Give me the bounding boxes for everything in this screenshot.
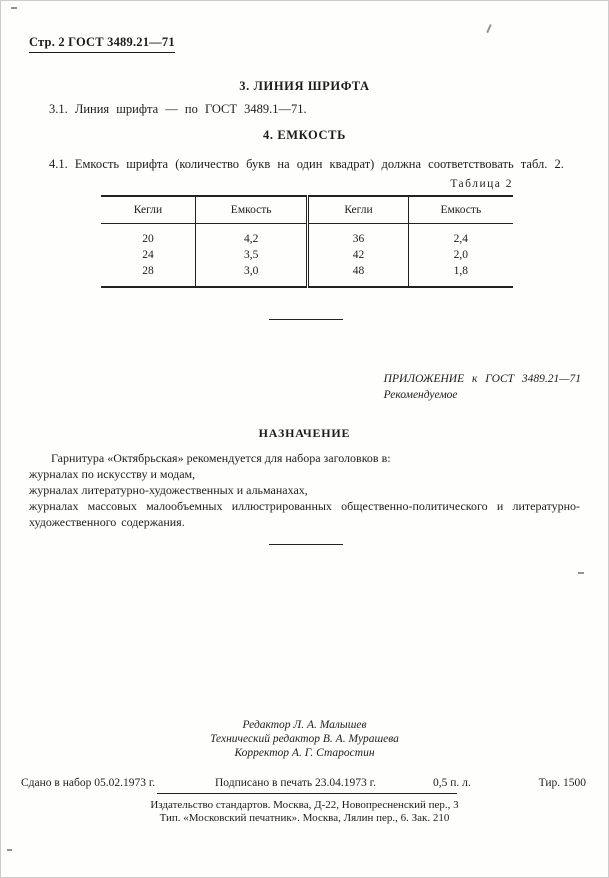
cell: 4,2 [195,224,307,248]
corrector-line: Корректор А. Г. Старостин [234,747,375,759]
scan-artifact [11,7,17,9]
printer-line: Тип. «Московский печатник». Москва, Лялин пер., 6. Зак. 210 [159,812,450,824]
scan-artifact [578,572,584,574]
column-header-emkost-2: Емкость [408,196,513,224]
appendix-sublabel: Рекомендуемое [383,389,458,402]
column-header-emkost-1: Емкость [195,196,307,224]
section-4-title: 4. ЕМКОСТЬ [263,128,346,142]
column-header-kegli-2: Кегли [308,196,408,224]
appendix-heading: НАЗНАЧЕНИЕ [258,426,351,440]
column-header-kegli-1: Кегли [101,196,195,224]
capacity-table [101,195,513,288]
editor-line: Редактор Л. А. Малышев [242,719,367,731]
section-3-title: 3. ЛИНИЯ ШРИФТА [239,79,370,93]
table-header-row [101,196,513,224]
cell: 3,5 [195,247,307,263]
publisher-line: Издательство стандартов. Москва, Д-22, Новопресненский пер., 3 [150,799,459,811]
print-volume: 0,5 п. л. [433,777,471,789]
purpose-line: журналах по искусству и модам, [29,467,196,481]
table-caption: Таблица 2 [450,178,513,190]
cell: 42 [308,247,408,263]
separator-rule [269,544,343,545]
cell: 2,0 [453,249,469,261]
print-date: Подписано в печать 23.04.1973 г. [215,777,376,789]
separator-rule [269,319,343,320]
imprint-rule [157,793,457,794]
table-row [101,263,513,287]
section-3-paragraph: 3.1. Линия шрифта — по ГОСТ 3489.1—71. [49,102,307,116]
cell: 3,0 [195,263,307,287]
cell: 28 [101,263,195,287]
scan-artifact [486,24,491,33]
table-row [101,224,513,248]
cell: 20 [101,224,195,248]
purpose-line: журналах массовых малообъемных иллюстрированных общественно-политического и литературно-художественного содержания. [29,499,580,529]
purpose-paragraph [29,450,580,530]
purpose-line: журналах литературно-художественных и альманахах, [29,483,308,497]
page-header: Стр. 2 ГОСТ 3489.21—71 [29,35,175,53]
tech-editor-line: Технический редактор В. А. Мурашева [210,733,399,745]
cell: 2,4 [453,233,469,245]
colophon [1,718,608,760]
appendix-label: ПРИЛОЖЕНИЕ к ГОСТ 3489.21—71 [383,373,581,385]
cell: 24 [101,247,195,263]
publisher-block [1,799,608,825]
section-4-paragraph: 4.1. Емкость шрифта (количество букв на один квадрат) должна соответствовать табл. 2. [49,157,564,171]
table-row [101,247,513,263]
cell: 1,8 [453,265,469,277]
cell: 36 [308,224,408,248]
scan-artifact [7,849,12,851]
set-date: Сдано в набор 05.02.1973 г. [21,777,156,789]
cell: 48 [308,263,408,287]
purpose-line: Гарнитура «Октябрьская» рекомендуется для набора заголовков в: [51,451,391,465]
appendix-note [384,371,581,403]
tirage: Тир. 1500 [538,777,586,789]
